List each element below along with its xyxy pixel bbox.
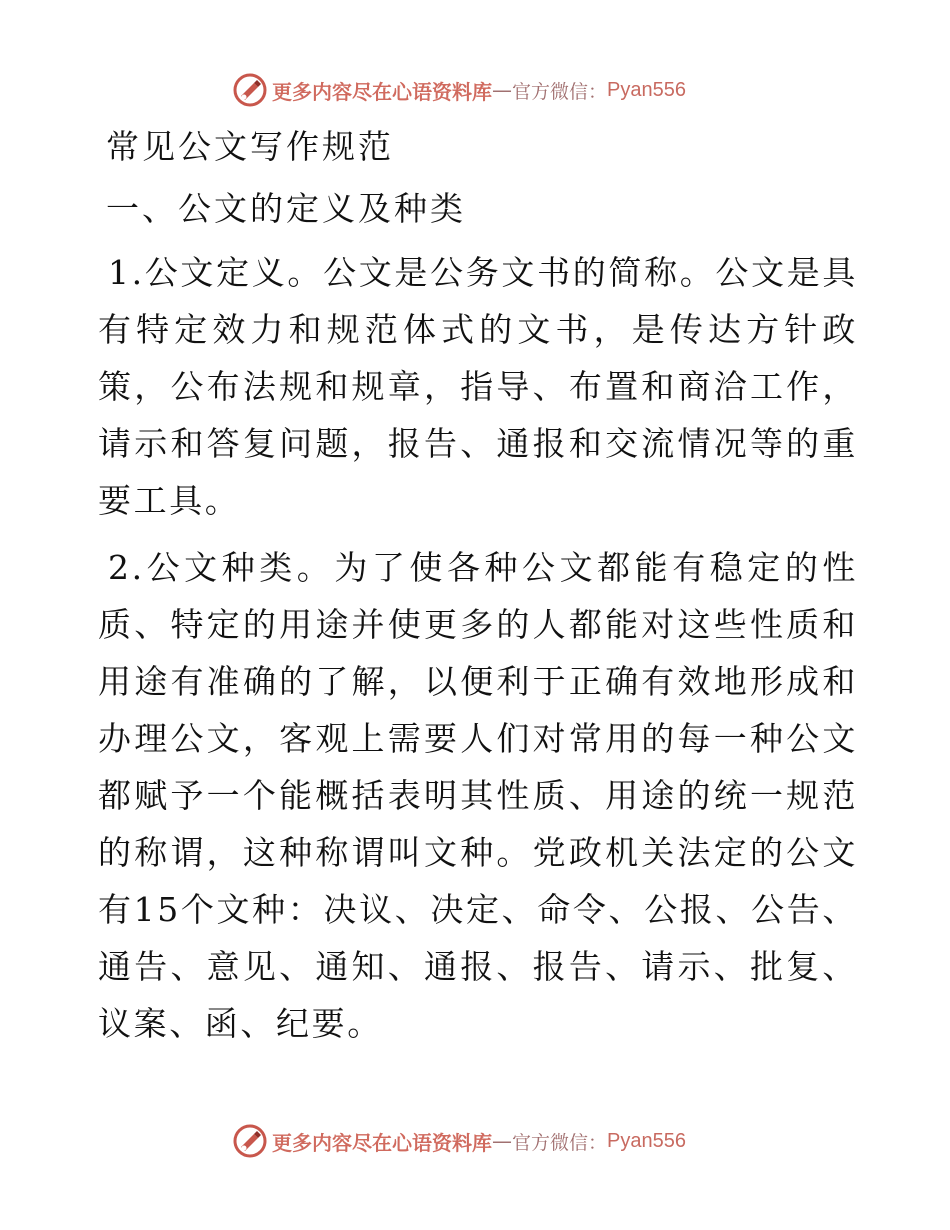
watermark-text: 更多内容尽在心语资料库 <box>272 1130 492 1155</box>
paragraph-types: 2.公文种类。为了使各种公文都能有稳定的性质、特定的用途并使更多的人都能对这些性质和用途有准确的了解，以便利于正确有效地形成和办理公文，客观上需要人们对常用的每一种公文都赋予一个能概括表明其性质、用途的统一规范的称谓，这种称谓叫文种。党政机关法定的公文有15个文种：决议、决定、命令、公报、公告、通告、意见、通知、通报、报告、请示、批复、议案、函、纪要。 <box>98 548 858 1043</box>
watermark-text: 更多内容尽在心语资料库 <box>272 79 492 104</box>
pen-seal-icon <box>232 72 268 108</box>
watermark-dash: — <box>492 78 512 102</box>
footer-watermark <box>232 1123 686 1159</box>
pen-seal-icon <box>232 1123 268 1159</box>
watermark-dash: — <box>492 1129 512 1153</box>
paragraph-definition: 1.公文定义。公文是公务文书的简称。公文是具有特定效力和规范体式的文书，是传达方针政策，公布法规和规章，指导、布置和商洽工作，请示和答复问题，报告、通报和交流情况等的重要工具。 <box>98 253 858 520</box>
watermark-wechat-id: Pyan556 <box>607 78 686 101</box>
watermark-wechat-label: 官方微信： <box>512 1131 608 1154</box>
watermark-wechat-label: 官方微信： <box>512 80 608 103</box>
document-body <box>98 118 858 1062</box>
watermark-wechat-id: Pyan556 <box>607 1129 686 1152</box>
header-watermark <box>232 72 686 108</box>
section-heading: 一、公文的定义及种类 <box>106 189 466 228</box>
document-title: 常见公文写作规范 <box>106 127 394 166</box>
